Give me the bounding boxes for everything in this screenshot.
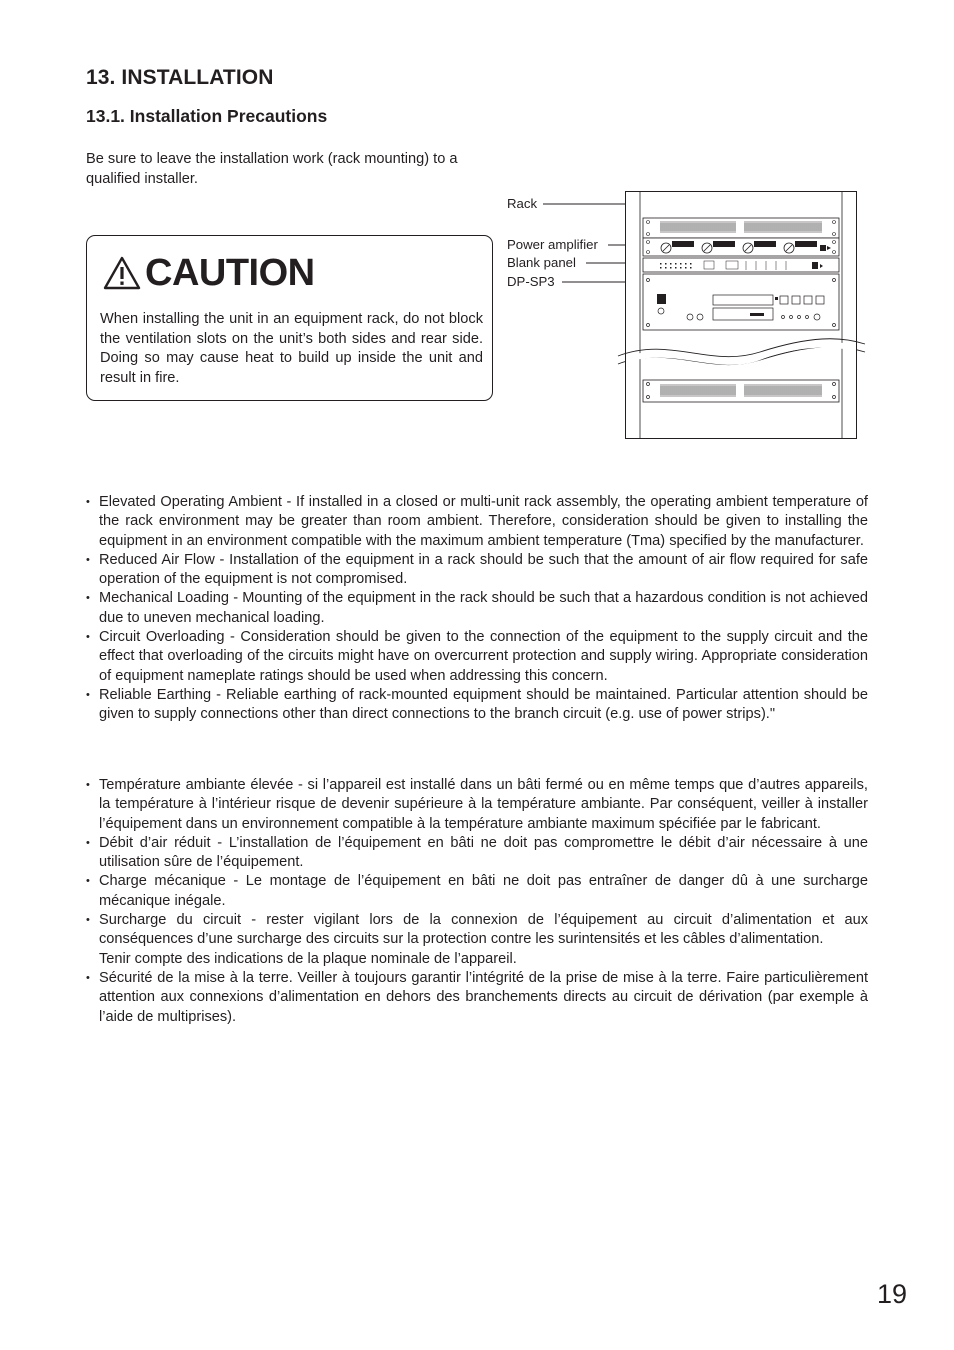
rack-illustration [500, 186, 870, 446]
callout-blank-panel: Blank panel [507, 255, 576, 270]
bullet-list-english [86, 493, 868, 725]
caution-text: When installing the unit in an equipment rack, do not block the ventilation slots on the unit’s both sides and rear side. Doing so may cause heat to build up inside the unit and result in fire. [100, 311, 483, 386]
list-item: • Circuit Overloading - Consideration should be given to the connection of the equipment to the supply circuit and the effect that overloading of the circuits might have on overcurrent protection and supply wiring. Appropriate consideration of equipment nameplate ratings should be used when addressing this concern. [86, 629, 868, 684]
list-item: • Reliable Earthing - Reliable earthing of rack-mounted equipment should be maintained. Particular attention should be given to supply connections other than direct connections to the branch circuit (e.g. use of power strips)." [86, 686, 868, 723]
callout-rack: Rack [507, 196, 538, 211]
caution-title: CAUTION [145, 252, 315, 294]
list-item: • Débit d’air réduit - L’installation de l’équipement en bâti ne doit pas compromettre le débit d’air nécessaire à une utilisation sûre de l’équipement. [86, 834, 868, 871]
bullet-list-french [86, 776, 868, 1027]
rack-figure [500, 186, 870, 446]
list-item: • Reduced Air Flow - Installation of the equipment in a rack should be such that the amount of air flow required for safe operation of the equipment is not compromised. [86, 551, 868, 588]
caution-heading [103, 252, 315, 294]
section-title: 13. INSTALLATION [86, 66, 274, 89]
list-item: • Charge mécanique - Le montage de l’équipement en bâti ne doit pas entraîner de danger dû à une surcharge mécanique inégale. [86, 873, 868, 909]
subsection-title: 13.1. Installation Precautions [86, 106, 328, 126]
list-item: • Mechanical Loading - Mounting of the equipment in the rack should be such that a hazardous condition is not achieved due to uneven mechanical loading. [86, 590, 868, 626]
caution-box [86, 235, 493, 401]
list-item: • Surcharge du circuit - rester vigilant lors de la connexion de l’équipement au circuit d’alimentation et aux conséquences d’une surcharge des circuits sur la protection contre les surintensités et les câbles d’alimentation. Tenir compte des indications de la plaque nominale de l’appareil. [86, 912, 868, 967]
callout-dp-sp3: DP-SP3 [507, 274, 555, 289]
page-number: 19 [876, 1279, 907, 1309]
list-item: • Température ambiante élevée - si l’appareil est installé dans un bâti fermé ou en même temps que d’autres appareils, la température à l’intérieur risque de devenir supérieure à la température ambiante. Par conséquent, veiller à installer l’équipement dans un environnement compatible à la température ambiante maximum spécifiée par le fabricant. [86, 777, 868, 832]
list-item: • Sécurité de la mise à la terre. Veiller à toujours garantir l’intégrité de la prise de mise à la terre. Faire particulièrement attention aux connexions d’alimentation en dehors des branchements directs au circuit de dérivation (par exemple à l’aide de multiprises). [86, 969, 868, 1025]
intro-paragraph: Be sure to leave the installation work (rack mounting) to a qualified installer. [86, 151, 458, 187]
callout-power-amplifier: Power amplifier [507, 237, 598, 252]
warning-triangle-icon [103, 255, 141, 291]
list-item: • Elevated Operating Ambient - If installed in a closed or multi-unit rack assembly, the operating ambient temperature of the rack environment may be greater than room ambient. Therefore, consideration should be given to installing the equipment in an environment compatible with the maximum ambient temperature (Tma) specified by the manufacturer. [86, 494, 868, 549]
